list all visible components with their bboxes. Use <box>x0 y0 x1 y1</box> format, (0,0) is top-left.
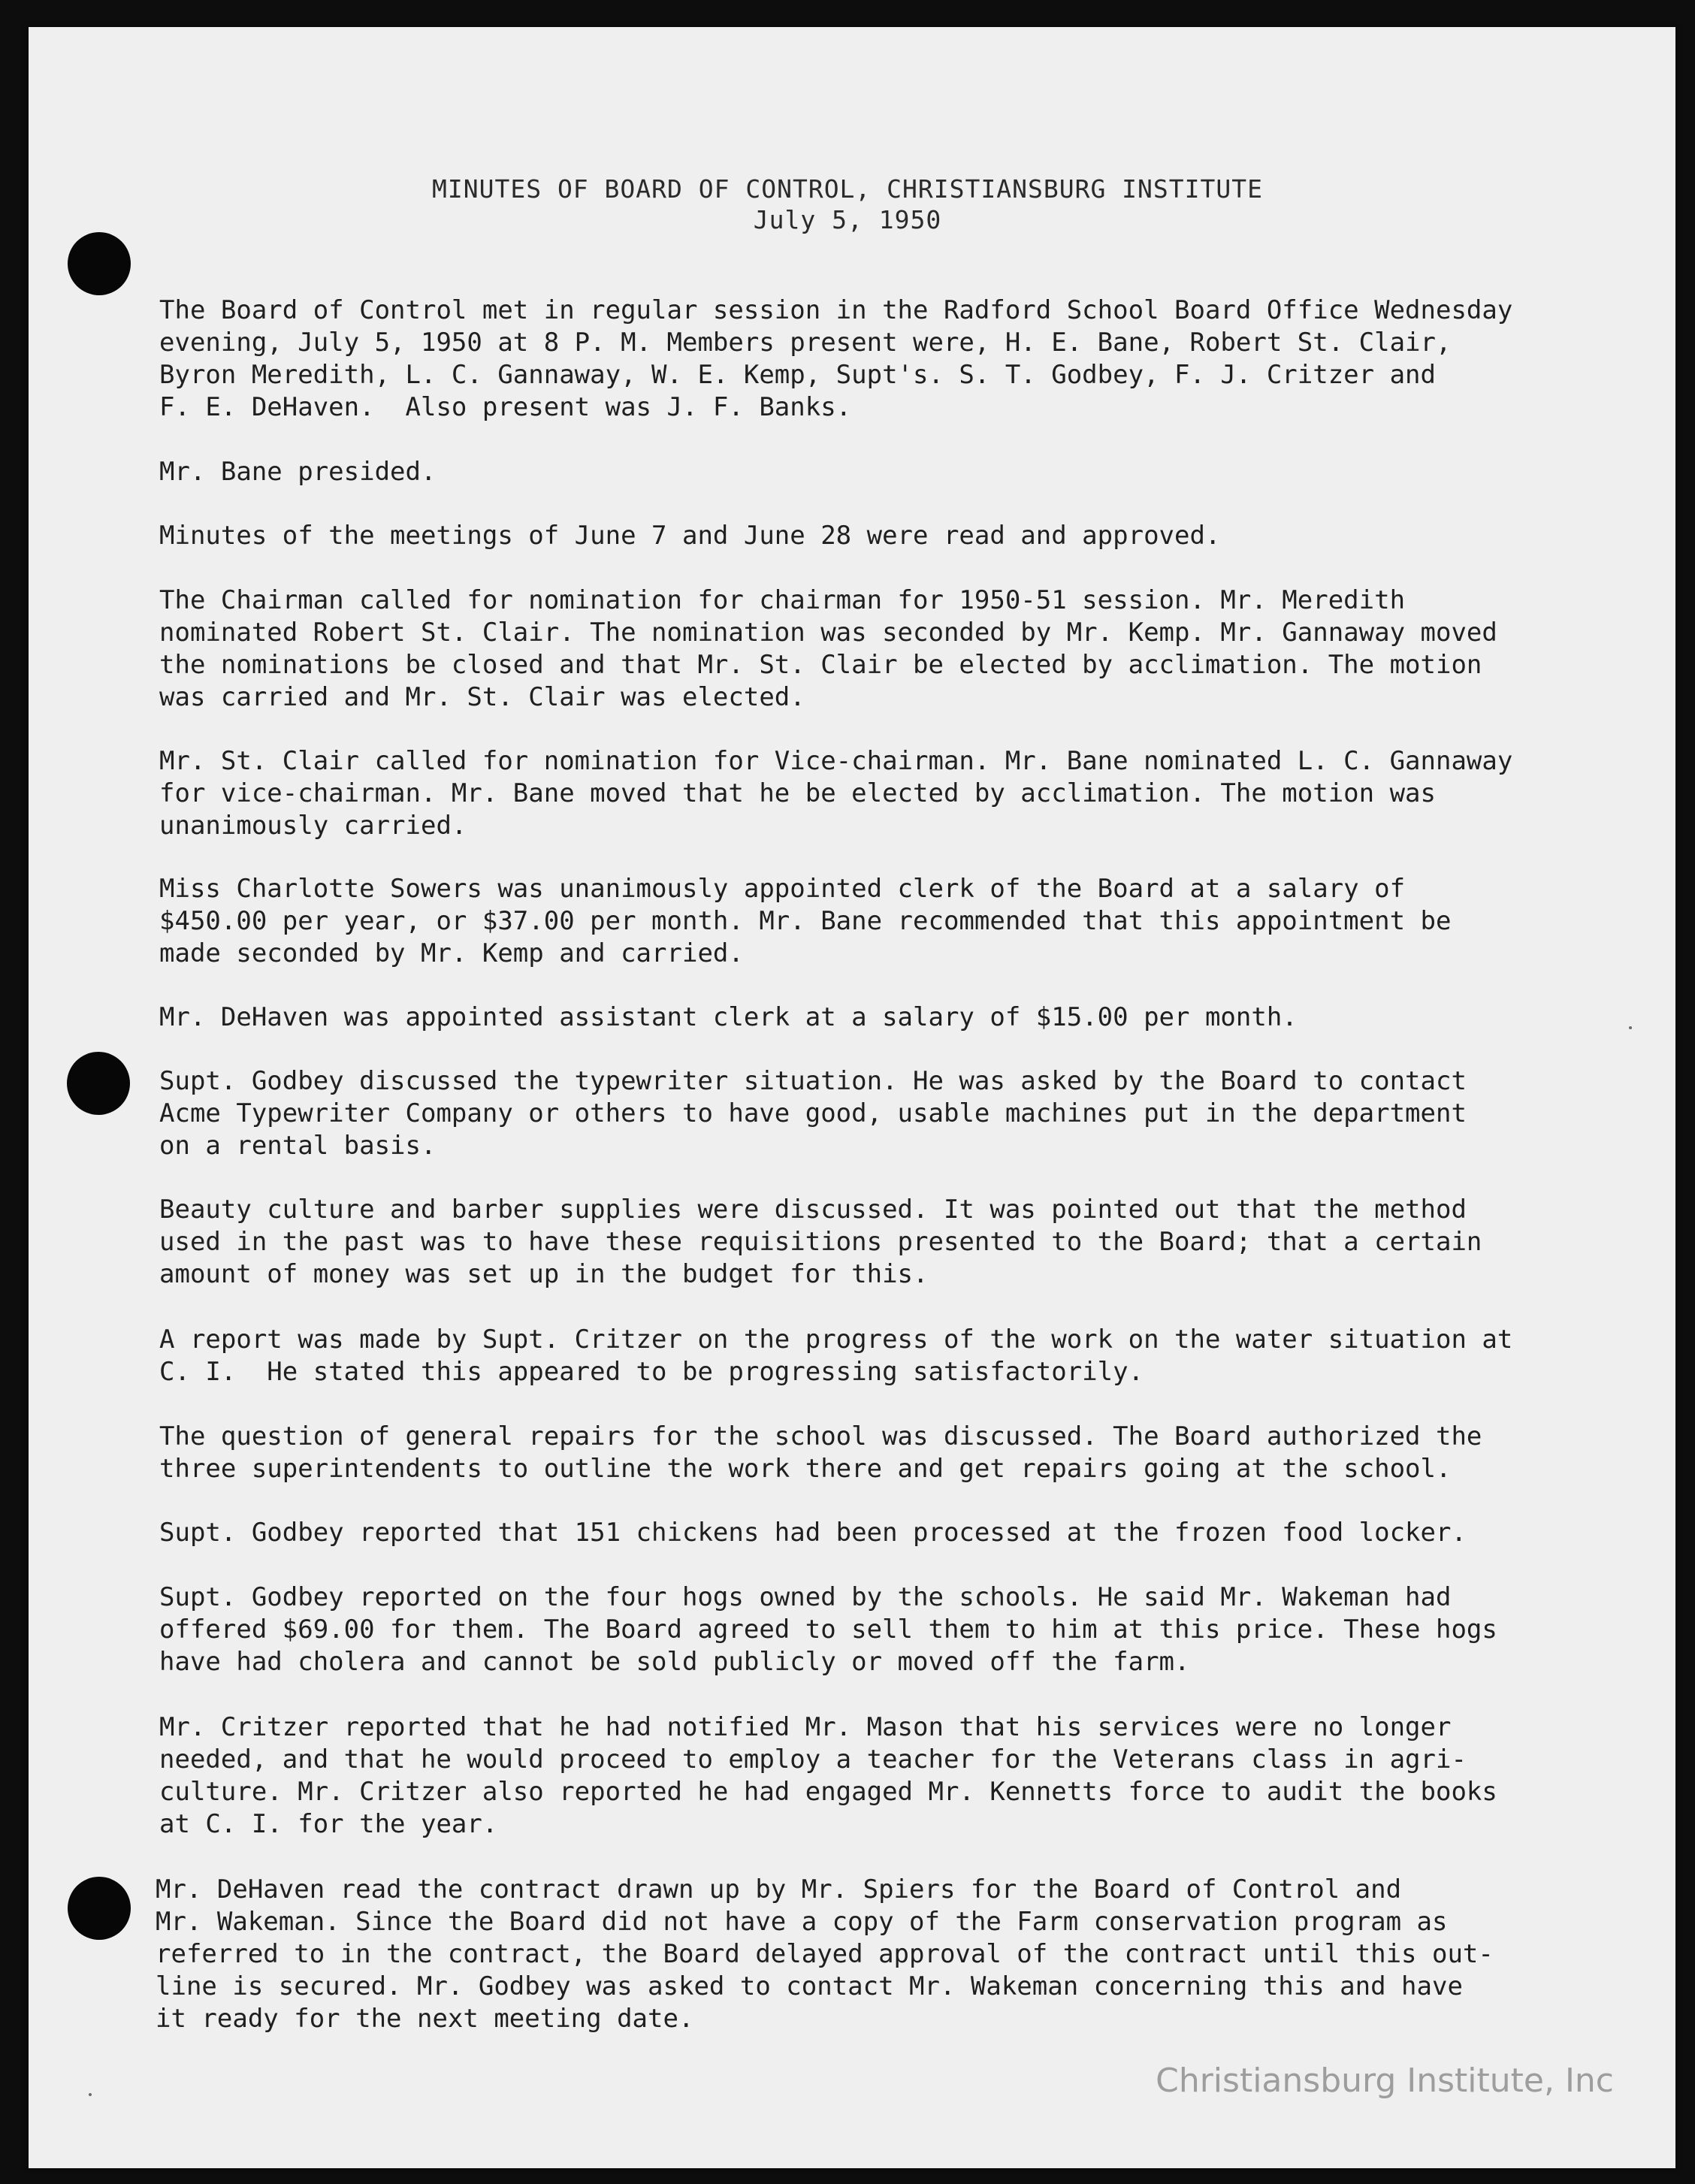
paragraph-chickens: Supt. Godbey reported that 151 chickens had been processed at the frozen food locker. <box>159 1518 1467 1548</box>
watermark: Christiansburg Institute, Inc <box>1156 2062 1614 2100</box>
document-date: July 5, 1950 <box>753 205 942 234</box>
paragraph-typewriters: Supt. Godbey discussed the typewriter situation. He was asked by the Board to contact Acme Typewriter Company or others to have good, usable machines put in the department on a rental basis. <box>159 1066 1467 1161</box>
paragraph-water-situation: A report was made by Supt. Critzer on the progress of the work on the water situation at C. I. He stated this appeared to be progressing satisfactorily. <box>159 1325 1513 1387</box>
paragraph-clerk-appointment: Miss Charlotte Sowers was unanimously appointed clerk of the Board at a salary of $450.00 per year, or $37.00 per month. Mr. Bane recommended that this appointment be made seconded by Mr. Kemp and carried. <box>159 874 1452 968</box>
paragraph-assistant-clerk: Mr. DeHaven was appointed assistant clerk at a salary of $15.00 per month. <box>159 1002 1298 1032</box>
punch-hole <box>67 1052 130 1115</box>
paper-speck <box>89 2093 92 2096</box>
paragraph-contract: Mr. DeHaven read the contract drawn up by Mr. Spiers for the Board of Control and Mr. Wakeman. Since the Board did not have a copy of the Farm conservation program as referred to in the contract, the Board delayed approval of the contract until this out- line is secured. Mr. Godbey was asked to contact Mr. Wakeman concerning this and have it ready for the next meeting date. <box>156 1874 1494 2034</box>
paragraph-general-repairs: The question of general repairs for the school was discussed. The Board authorized the three superintendents to outline the work there and get repairs going at the school. <box>159 1421 1482 1484</box>
paragraph-attendance: The Board of Control met in regular session in the Radford School Board Office Wednesday evening, July 5, 1950 at 8 P. M. Members present were, H. E. Bane, Robert St. Clair, Byron Meredith, L. C. Gannaway, W. E. Kemp, Supt's. S. T. Godbey, F. J. Critzer and F. E. DeHaven. Also present was J. F. Banks. <box>159 295 1513 422</box>
paragraph-veterans-class: Mr. Critzer reported that he had notified Mr. Mason that his services were no longer needed, and that he would proceed to employ a teacher for the Veterans class in agri- culture. Mr. Critzer also reported he had engaged Mr. Kennetts force to audit the books at C. I. for the year. <box>159 1712 1497 1839</box>
paragraph-chairman-election: The Chairman called for nomination for chairman for 1950-51 session. Mr. Meredith nominated Robert St. Clair. The nomination was seconded by Mr. Kemp. Mr. Gannaway moved the nominations be closed and that Mr. St. Clair be elected by acclimation. The motion was carried and Mr. St. Clair was elected. <box>159 585 1497 712</box>
paragraph-vice-chairman: Mr. St. Clair called for nomination for Vice-chairman. Mr. Bane nominated L. C. Gannaway for vice-chairman. Mr. Bane moved that he be elected by acclimation. The motion was unanimously carried. <box>159 746 1513 841</box>
punch-hole <box>68 232 131 295</box>
document-title: MINUTES OF BOARD OF CONTROL, CHRISTIANSBURG INSTITUTE <box>432 174 1263 204</box>
paragraph-minutes-approved: Minutes of the meetings of June 7 and June 28 were read and approved. <box>159 521 1221 551</box>
punch-hole <box>68 1877 131 1940</box>
paragraph-hogs: Supt. Godbey reported on the four hogs owned by the schools. He said Mr. Wakeman had offered $69.00 for them. The Board agreed to sell them to him at this price. These hogs have had cholera and cannot be sold publicly or moved off the farm. <box>159 1582 1497 1677</box>
paragraph-beauty-culture: Beauty culture and barber supplies were discussed. It was pointed out that the method used in the past was to have these requisitions presented to the Board; that a certain amount of money was set up in the budget for this. <box>159 1195 1482 1289</box>
paragraph-presided: Mr. Bane presided. <box>159 457 437 487</box>
paper-speck <box>1629 1026 1632 1029</box>
